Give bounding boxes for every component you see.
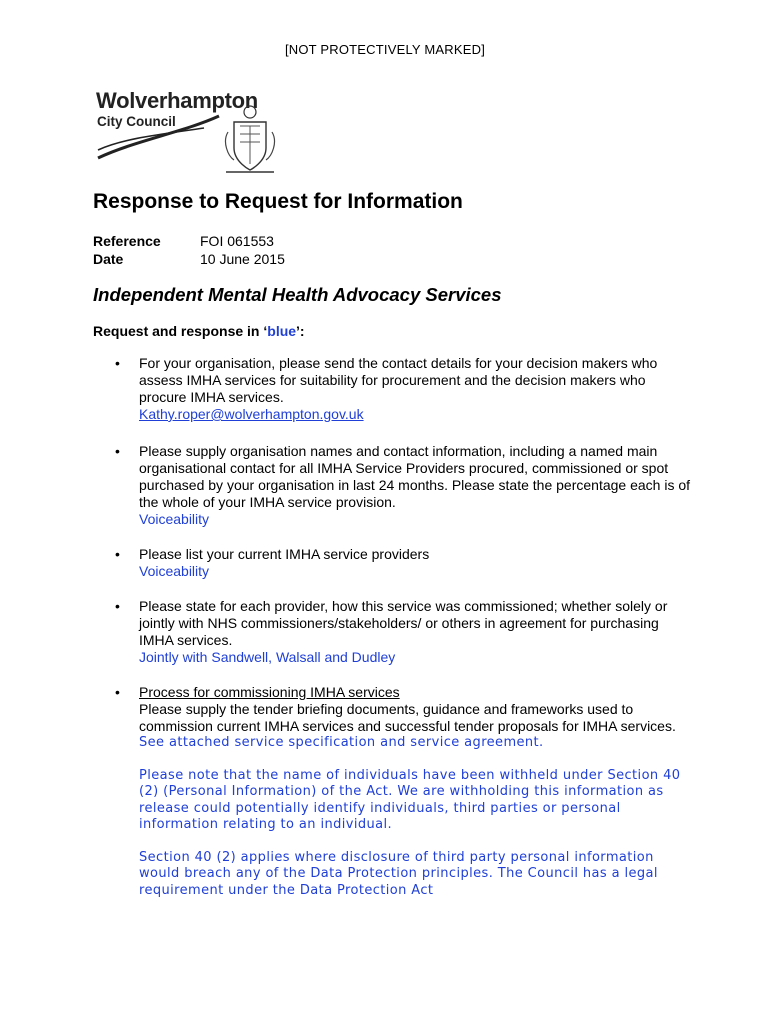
request-text: Please supply organisation names and contact information, including a named main organisational contact for all IMHA Service Providers procured, commissioned or spot purchased by your organisation in last 24 months. Please state the percentage each is of the whole of your IMHA service provision. <box>139 443 691 510</box>
list-item <box>93 443 693 528</box>
request-text: Please state for each provider, how this service was commissioned; whether solely or jointly with NHS commissioners/stakeholders/ or others in agreement for purchasing IMHA services. <box>139 598 668 648</box>
list-item <box>93 598 693 666</box>
request-heading: Process for commissioning IMHA services <box>139 684 400 700</box>
request-text: Please list your current IMHA service providers <box>139 546 430 562</box>
bullet-icon: • <box>115 355 120 371</box>
response-text: Voiceability <box>139 511 210 527</box>
page-title: Response to Request for Information <box>93 190 463 213</box>
request-list <box>93 355 693 917</box>
request-text: For your organisation, please send the contact details for your decision makers who assess IMHA services for suitability for procurement and the decision makers who procure IMHA services. <box>139 355 658 405</box>
response-text: See attached service specification and service agreement. <box>139 735 544 750</box>
reference-value: FOI 061553 <box>200 233 274 249</box>
council-logo <box>94 86 284 176</box>
list-item <box>93 546 693 580</box>
list-item <box>93 355 693 423</box>
date-label: Date <box>93 251 124 267</box>
date-value: 10 June 2015 <box>200 251 285 267</box>
bullet-icon: • <box>115 684 120 700</box>
logo-swoosh-icon <box>94 86 284 176</box>
reference-label: Reference <box>93 233 161 249</box>
response-text: Voiceability <box>139 563 210 579</box>
email-link[interactable]: Kathy.roper@wolverhampton.gov.uk <box>139 406 364 422</box>
list-item <box>93 684 693 899</box>
protective-marking: [NOT PROTECTIVELY MARKED] <box>284 42 486 57</box>
bullet-icon: • <box>115 546 120 562</box>
logo-line2: City Council <box>97 114 176 129</box>
response-note: Section 40 (2) applies where disclosure of third party personal information would breach any of the Data Protection principles. The Council has a legal requirement under the Data Protection Act <box>139 849 658 898</box>
bullet-icon: • <box>115 443 120 459</box>
intro-line: Request and response in ‘blue’: <box>93 323 305 339</box>
response-text: Jointly with Sandwell, Walsall and Dudley <box>139 649 396 665</box>
response-note: Please note that the name of individuals have been withheld under Section 40 (2) (Personal Information) of the Act. We are withholding this information as release could potentially identify individuals, third parties or personal information relating to an individual. <box>139 767 681 832</box>
reference-block <box>93 232 285 268</box>
subject-heading: Independent Mental Health Advocacy Services <box>93 284 502 305</box>
coat-of-arms-icon <box>226 106 275 172</box>
logo-line1: Wolverhampton <box>96 88 258 113</box>
intro-blue-word: blue <box>267 323 297 339</box>
bullet-icon: • <box>115 598 120 614</box>
request-text: Please supply the tender briefing documents, guidance and frameworks used to commission current IMHA services and successful tender proposals for IMHA services. <box>139 701 676 734</box>
